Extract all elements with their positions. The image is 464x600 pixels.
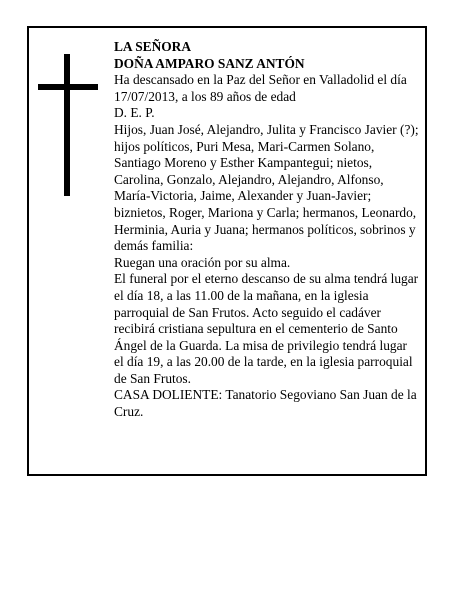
services-text: El funeral por el eterno descanso de su alma tendrá lugar el día 18, a las 11.00 de la mañana, en la iglesia parroquial de San Frutos. Acto seguido el cadáver recibirá cristiana sepultura en el cementerio de Santo Ángel de la Guarda. La misa de privilegio tendrá lugar el día 19, a las 20.00 de la tarde, en la iglesia parroquial de San Frutos. — [114, 271, 419, 386]
family-text: Hijos, Juan José, Alejandro, Julita y Francisco Javier (?); hijos políticos, Puri Mesa, Mari-Carmen Solano, Santiago Moreno y Esther Kampantegui; nietos, Carolina, Gonzalo, Alejandro, Alejandro, Alfonso, María-Victoria, Jaime, Alexander y Juan-Javier; biznietos, Roger, Mariona y Carla; hermanos, Leonardo, Herminia, Auria y Juana; hermanos políticos, sobrinos y demás familia: — [114, 121, 419, 254]
title-line: LA SEÑORA — [114, 39, 192, 54]
latin-cross-icon — [38, 54, 98, 196]
obituary-text — [114, 39, 419, 421]
cross-horizontal-bar — [38, 84, 98, 90]
deceased-name: DOÑA AMPARO SANZ ANTÓN — [114, 55, 305, 71]
announcement-text: Ha descansado en la Paz del Señor en Valladolid el día 17/07/2013, a los 89 años de edad — [114, 72, 407, 104]
prayer-request-text: Ruegan una oración por su alma. — [114, 254, 291, 270]
cross-vertical-bar — [64, 54, 70, 196]
mourning-house-text: CASA DOLIENTE: Tanatorio Segoviano San Juan de la Cruz. — [114, 387, 417, 420]
dep-text: D. E. P. — [114, 105, 155, 121]
